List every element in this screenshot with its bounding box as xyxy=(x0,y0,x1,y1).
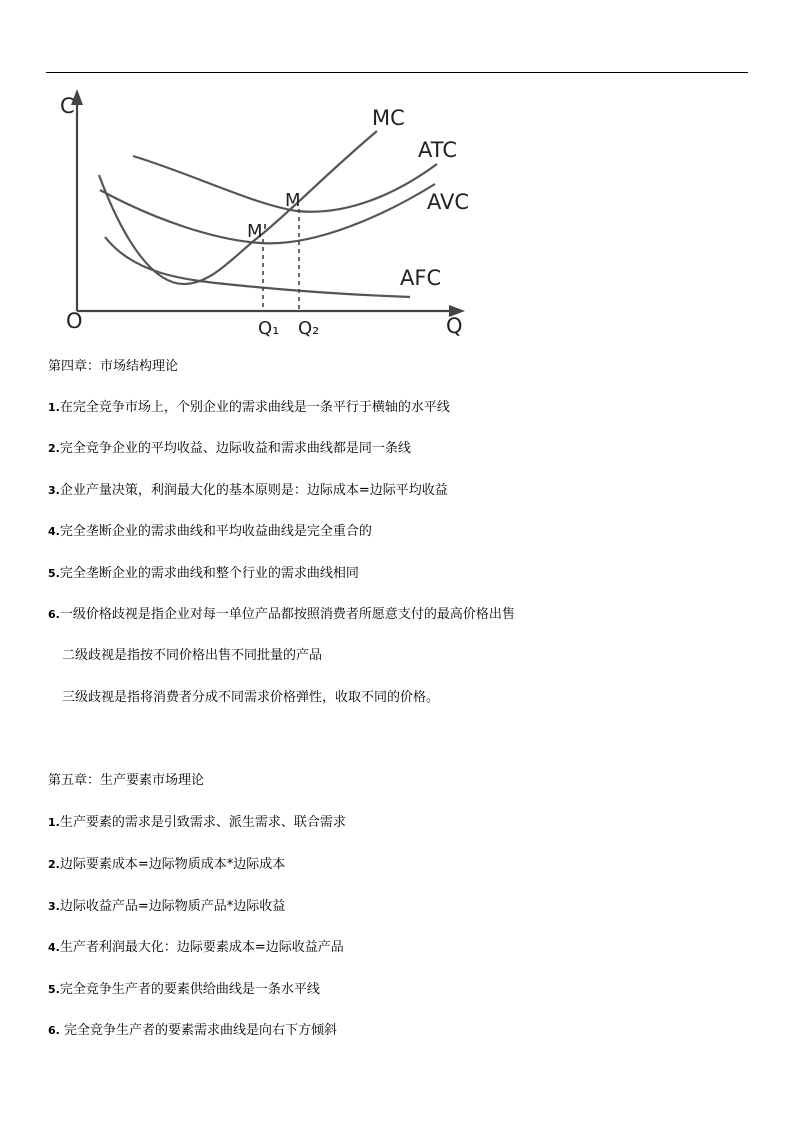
item-number: 1. xyxy=(48,816,60,829)
item-number: 1. xyxy=(48,401,60,414)
cost-curves-svg xyxy=(55,85,475,345)
item-text: 生产者利润最大化：边际要素成本=边际收益产品 xyxy=(59,940,344,955)
item-number: 2. xyxy=(48,442,60,455)
chapter5-item-4 xyxy=(48,939,344,957)
atc-label: ATC xyxy=(418,138,457,162)
afc-label: AFC xyxy=(400,266,442,290)
chapter5-item-1 xyxy=(48,814,346,832)
avc-curve xyxy=(100,184,435,243)
item-text: 一级价格歧视是指企业对每一单位产品都按照消费者所愿意支付的最高价格出售 xyxy=(59,607,515,622)
origin-label: O xyxy=(66,309,83,333)
mc-label: MC xyxy=(372,106,405,130)
item-number: 3. xyxy=(48,484,60,497)
chapter4-item-6 xyxy=(48,606,515,624)
item-text: 完全垄断企业的需求曲线和整个行业的需求曲线相同 xyxy=(59,566,359,581)
item-number: 6. xyxy=(48,608,60,621)
header-rule xyxy=(46,72,748,73)
chapter5-item-2 xyxy=(48,856,285,874)
m-label: M xyxy=(285,190,301,211)
chapter4-sub-item-1: 二级歧视是指按不同价格出售不同批量的产品 xyxy=(62,648,323,663)
chapter4-item-1 xyxy=(48,399,450,417)
item-text: 在完全竞争市场上，个别企业的需求曲线是一条平行于横轴的水平线 xyxy=(59,400,450,415)
item-number: 4. xyxy=(48,525,60,538)
item-number: 6. xyxy=(48,1024,60,1037)
m-prime-label: M' xyxy=(247,221,268,242)
chapter5-item-6 xyxy=(48,1022,337,1040)
chapter5-item-5 xyxy=(48,981,320,999)
item-text: 生产要素的需求是引致需求、派生需求、联合需求 xyxy=(59,815,346,830)
chapter4-item-5 xyxy=(48,565,359,583)
x-axis-label: Q xyxy=(446,314,463,338)
chapter4-item-2 xyxy=(48,440,411,458)
chapter4-item-3 xyxy=(48,482,448,500)
item-number: 5. xyxy=(48,567,60,580)
q1-label: Q₁ xyxy=(258,318,280,339)
item-number: 2. xyxy=(48,858,60,871)
item-text: 完全竞争生产者的要素供给曲线是一条水平线 xyxy=(59,982,320,997)
q2-label: Q₂ xyxy=(298,318,320,339)
y-axis-label: C xyxy=(60,94,75,118)
item-number: 4. xyxy=(48,941,60,954)
avc-label: AVC xyxy=(427,190,470,214)
item-number: 3. xyxy=(48,900,60,913)
item-text: 完全垄断企业的需求曲线和平均收益曲线是完全重合的 xyxy=(59,524,372,539)
item-text: 边际收益产品=边际物质产品*边际收益 xyxy=(59,899,286,914)
item-number: 5. xyxy=(48,983,60,996)
item-text: 完全竞争生产者的要素需求曲线是向右下方倾斜 xyxy=(59,1023,337,1038)
mc-curve xyxy=(99,131,377,284)
chapter4-sub-item-2: 三级歧视是指将消费者分成不同需求价格弹性，收取不同的价格。 xyxy=(62,690,440,705)
chapter5-title: 第五章：生产要素市场理论 xyxy=(48,773,205,788)
item-text: 完全竞争企业的平均收益、边际收益和需求曲线都是同一条线 xyxy=(59,441,411,456)
chapter5-item-3 xyxy=(48,898,285,916)
chapter4-item-4 xyxy=(48,523,372,541)
item-text: 企业产量决策，利润最大化的基本原则是：边际成本=边际平均收益 xyxy=(59,483,448,498)
item-text: 边际要素成本=边际物质成本*边际成本 xyxy=(59,857,286,872)
chapter4-title: 第四章：市场结构理论 xyxy=(48,359,179,374)
cost-curves-figure xyxy=(55,85,475,345)
